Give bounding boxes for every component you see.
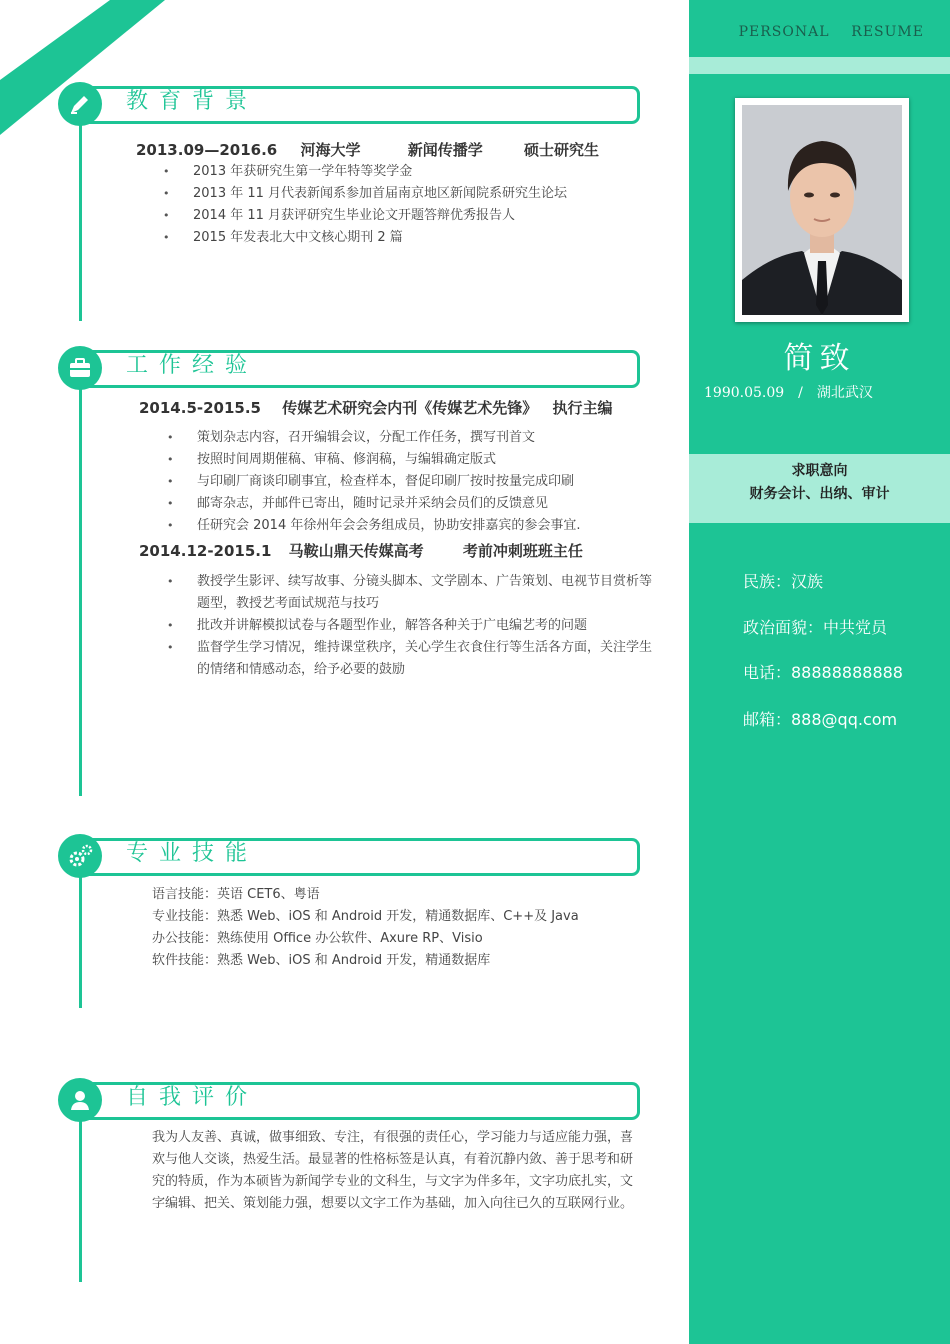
list-item: • 教授学生影评、续写故事、分镜头脚本、文学剧本、广告策划、电视节目赏析等题型，教授艺考面试规范与技巧 <box>167 571 659 615</box>
job-intent-value: 财务会计、出纳、审计 <box>749 486 890 502</box>
job-entry-1 <box>139 397 613 418</box>
self-eval-text: 我为人友善、真诚，做事细致、专注，有很强的责任心，学习能力与适应能力强，喜欢与他人交谈，热爱生活。最显著的性格标签是认真，有着沉静内敛、善于思考和研究的特质，作为本硕皆为新闻学专业的文科生，与文字为伴多年，文字功底扎实，文字编辑、把关、策划能力强，想要以文字工作为基础，加入向往已久的互联网行业。 <box>152 1130 634 1211</box>
list-item: • 2013 年获研究生第一学年特等奖学金 <box>163 161 643 183</box>
location: 湖北武汉 <box>816 385 873 401</box>
personal-resume-title: PERSONAL RESUME <box>738 24 924 40</box>
self-eval-icon-badge <box>58 1078 102 1122</box>
list-item: • 策划杂志内容，召开编辑会议，分配工作任务，撰写刊首文 <box>167 427 657 449</box>
experience-timeline <box>79 360 82 796</box>
skill-line: 语言技能：英语 CET6、粤语 <box>152 887 320 902</box>
phone: 电话：88888888888 <box>743 663 903 682</box>
profile-sidebar <box>689 0 950 1344</box>
skill-line: 办公技能：熟练使用 Office 办公软件、Axure RP、Visio <box>152 931 483 946</box>
skill-line: 专业技能：熟悉 Web、iOS 和 Android 开发，精通数据库、C++及 Java <box>152 909 579 924</box>
portrait-image <box>742 105 902 315</box>
job-org: 传媒艺术研究会内刊《传媒艺术先锋》 <box>282 399 538 417</box>
sidebar-band <box>689 57 950 74</box>
birth-separator: / <box>798 385 803 401</box>
job-intent-box <box>689 454 950 523</box>
list-item: • 监督学生学习情况，维持课堂秩序，关心学生衣食住行等生活各方面，关注学生的情绪和情感动态，给予必要的鼓励 <box>167 637 659 681</box>
pen-icon <box>68 92 92 116</box>
education-entry <box>136 139 599 160</box>
birth-location <box>704 382 873 402</box>
education-title: 教育背景 <box>126 89 259 114</box>
job-org: 马鞍山鼎天传媒高考 <box>288 542 424 560</box>
education-degree: 硕士研究生 <box>523 141 599 159</box>
experience-icon-badge <box>58 346 102 390</box>
list-item: • 2013 年 11 月代表新闻系参加首届南京地区新闻院系研究生论坛 <box>163 183 643 205</box>
person-name: 简致 <box>783 341 856 376</box>
list-item: • 任研究会 2014 年徐州年会会务组成员，协助安排嘉宾的参会事宜. <box>167 515 657 537</box>
job-entry-2 <box>139 540 583 561</box>
skills-list <box>152 884 652 972</box>
education-list <box>163 161 643 249</box>
skills-icon-badge <box>58 834 102 878</box>
list-item: • 2014 年 11 月获评研究生毕业论文开题答辩优秀报告人 <box>163 205 643 227</box>
birth-date: 1990.05.09 <box>704 385 785 401</box>
skills-title: 专业技能 <box>126 841 259 866</box>
list-item: • 批改并讲解模拟试卷与各题型作业，解答各种关于广电编艺考的问题 <box>167 615 659 637</box>
list-item: • 按照时间周期催稿、审稿、修润稿，与编辑确定版式 <box>167 449 657 471</box>
ethnicity: 民族：汉族 <box>743 572 824 591</box>
email: 邮箱：888@qq.com <box>743 710 898 729</box>
education-major: 新闻传播学 <box>407 141 483 159</box>
profile-photo <box>735 98 909 322</box>
self-eval-title: 自我评价 <box>126 1085 259 1110</box>
education-school: 河海大学 <box>300 141 361 159</box>
person-icon <box>68 1088 92 1112</box>
job-period: 2014.12-2015.1 <box>139 542 272 560</box>
education-icon-badge <box>58 82 102 126</box>
education-period: 2013.09—2016.6 <box>136 141 278 159</box>
job-role: 考前冲刺班班主任 <box>462 542 583 560</box>
job-2-duties <box>167 571 659 681</box>
list-item: • 与印刷厂商谈印刷事宜，检查样本，督促印刷厂按时按量完成印刷 <box>167 471 657 493</box>
job-period: 2014.5-2015.5 <box>139 399 261 417</box>
gears-icon <box>68 844 94 868</box>
job-1-duties <box>167 427 657 537</box>
political-status: 政治面貌：中共党员 <box>743 618 888 637</box>
skill-line: 软件技能：熟悉 Web、iOS 和 Android 开发，精通数据库 <box>152 953 491 968</box>
job-intent-title: 求职意向 <box>791 463 848 479</box>
list-item: • 2015 年发表北大中文核心期刊 2 篇 <box>163 227 643 249</box>
experience-title: 工作经验 <box>126 353 259 378</box>
list-item: • 邮寄杂志，并邮件已寄出，随时记录并采纳会员们的反馈意见 <box>167 493 657 515</box>
education-timeline <box>79 96 82 321</box>
briefcase-icon <box>68 356 92 380</box>
job-role: 执行主编 <box>552 399 613 417</box>
